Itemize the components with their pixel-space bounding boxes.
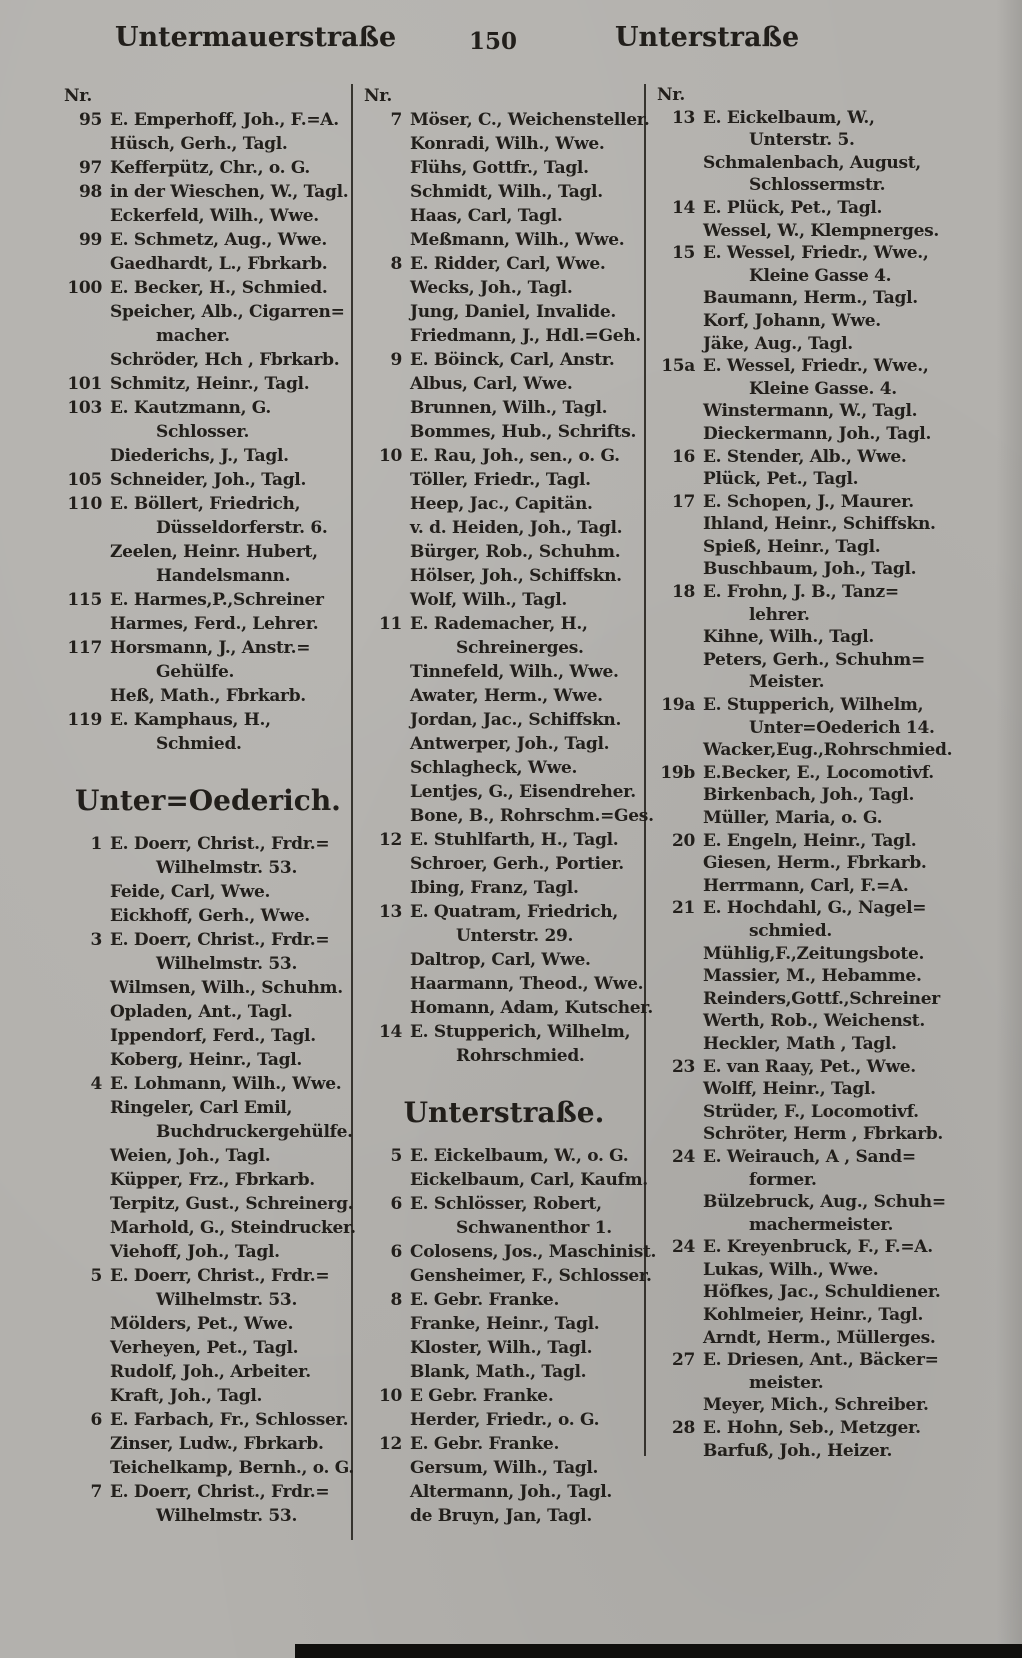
- house-number: 99: [78, 230, 102, 250]
- directory-resident-line: Kohlmeier, Heinr., Tagl.: [703, 1305, 924, 1326]
- directory-resident-line: Mühlig,F.,Zeitungsbote.: [703, 943, 925, 964]
- directory-entry: [62, 708, 354, 732]
- directory-entry: [62, 1480, 354, 1504]
- entry-text: E. Becker, H., Schmied.: [110, 278, 328, 298]
- entry-text: E. Ridder, Carl, Wwe.: [410, 254, 606, 274]
- directory-entry: [62, 492, 354, 516]
- entry-wrapped-line: Düsseldorferstr. 6.: [156, 518, 328, 538]
- directory-resident-line: Lentjes, G., Eisendreher.: [410, 782, 636, 802]
- directory-entry: [655, 897, 967, 920]
- entry-wrapped-line: Schwanenthor 1.: [456, 1218, 612, 1238]
- entry-text: in der Wieschen, W., Tagl.: [110, 182, 349, 202]
- house-number: 14: [671, 197, 695, 218]
- directory-entry: [62, 832, 354, 856]
- entry-text: Colosens, Jos., Maschinist.: [410, 1242, 657, 1262]
- entry-text: E. Stender, Alb., Wwe.: [703, 446, 907, 467]
- entry-text: E. Eickelbaum, W.,: [703, 107, 875, 128]
- house-number: 110: [67, 494, 102, 514]
- column-number-label: Nr.: [657, 85, 685, 105]
- entry-wrapped-line: former.: [749, 1169, 817, 1190]
- directory-entry: [655, 830, 967, 853]
- scan-edge-shadow: [996, 0, 1022, 1658]
- directory-resident-line: Blank, Math., Tagl.: [410, 1362, 587, 1382]
- directory-entry: [362, 612, 646, 636]
- house-number: 97: [78, 158, 102, 178]
- entry-text: E Gebr. Franke.: [410, 1386, 554, 1406]
- entry-text: E. Stupperich, Wilhelm,: [703, 695, 924, 716]
- entry-wrapped-line: machermeister.: [749, 1214, 894, 1235]
- house-number: 98: [78, 182, 102, 202]
- entry-text: E. Lohmann, Wilh., Wwe.: [110, 1074, 342, 1094]
- directory-entry: [62, 108, 354, 132]
- house-number: 28: [671, 1418, 695, 1439]
- entry-text: E. Doerr, Christ., Frdr.=: [110, 1482, 330, 1502]
- entry-wrapped-line: Wilhelmstr. 53.: [156, 1290, 298, 1310]
- entry-wrapped-line: Meister.: [749, 672, 825, 693]
- entry-wrapped-line: Unter=Oederich 14.: [749, 717, 935, 738]
- house-number: 105: [67, 470, 102, 490]
- directory-entry: [655, 1236, 967, 1259]
- directory-resident-line: Schröder, Hch , Fbrkarb.: [110, 350, 340, 370]
- entry-text: E. Schopen, J., Maurer.: [703, 491, 914, 512]
- directory-entry: [655, 197, 967, 220]
- house-number: 24: [671, 1146, 695, 1167]
- house-number: 15: [671, 243, 695, 264]
- entry-text: E. Driesen, Ant., Bäcker=: [703, 1350, 939, 1371]
- entry-wrapped-line: macher.: [156, 326, 230, 346]
- house-number: 8: [390, 1290, 402, 1310]
- directory-resident-line: Dieckermann, Joh., Tagl.: [703, 423, 932, 444]
- directory-resident-line: Terpitz, Gust., Schreinerg.: [110, 1194, 354, 1214]
- directory-resident-line: Weien, Joh., Tagl.: [110, 1146, 271, 1166]
- directory-resident-line: Gensheimer, F., Schlosser.: [410, 1266, 652, 1286]
- house-number: 13: [671, 107, 695, 128]
- house-number: 117: [67, 638, 102, 658]
- directory-entry: [362, 1144, 646, 1168]
- entry-text: E. Doerr, Christ., Frdr.=: [110, 834, 330, 854]
- directory-entry: [62, 396, 354, 420]
- directory-entry: [62, 588, 354, 612]
- directory-resident-line: Altermann, Joh., Tagl.: [410, 1482, 613, 1502]
- directory-entry: [62, 928, 354, 952]
- house-number: 13: [378, 902, 402, 922]
- entry-text: E. Weirauch, A , Sand=: [703, 1146, 916, 1167]
- directory-resident-line: Konradi, Wilh., Wwe.: [410, 134, 605, 154]
- directory-resident-line: Koberg, Heinr., Tagl.: [110, 1050, 302, 1070]
- house-number: 100: [67, 278, 102, 298]
- column-number-label: Nr.: [364, 86, 392, 106]
- directory-resident-line: Marhold, G., Steindrucker.: [110, 1218, 356, 1238]
- entry-wrapped-line: Kleine Gasse 4.: [749, 265, 892, 286]
- entry-text: E. Frohn, J. B., Tanz=: [703, 582, 899, 603]
- entry-text: E. Kamphaus, H.,: [110, 710, 271, 730]
- entry-text: E. Schlösser, Robert,: [410, 1194, 602, 1214]
- house-number: 103: [67, 398, 102, 418]
- column-number-label: Nr.: [64, 86, 92, 106]
- entry-text: E. Hohn, Seb., Metzger.: [703, 1418, 921, 1439]
- directory-resident-line: Awater, Herm., Wwe.: [410, 686, 603, 706]
- directory-resident-line: Spieß, Heinr., Tagl.: [703, 536, 881, 557]
- entry-text: E. Gebr. Franke.: [410, 1290, 560, 1310]
- directory-entry: [362, 828, 646, 852]
- directory-resident-line: Heep, Jac., Capitän.: [410, 494, 593, 514]
- directory-resident-line: Diederichs, J., Tagl.: [110, 446, 289, 466]
- directory-resident-line: Schmidt, Wilh., Tagl.: [410, 182, 603, 202]
- house-number: 7: [90, 1482, 102, 1502]
- directory-resident-line: Schroer, Gerh., Portier.: [410, 854, 624, 874]
- entry-text: Horsmann, J., Anstr.=: [110, 638, 311, 658]
- house-number: 9: [390, 350, 402, 370]
- directory-resident-line: Teichelkamp, Bernh., o. G.: [110, 1458, 354, 1478]
- entry-text: E. Wessel, Friedr., Wwe.,: [703, 356, 929, 377]
- entry-text: Schneider, Joh., Tagl.: [110, 470, 307, 490]
- entry-wrapped-line: Unterstr. 29.: [456, 926, 574, 946]
- directory-entry: [362, 348, 646, 372]
- house-number: 27: [671, 1350, 695, 1371]
- house-number: 12: [378, 830, 402, 850]
- directory-resident-line: Rudolf, Joh., Arbeiter.: [110, 1362, 311, 1382]
- entry-wrapped-line: Kleine Gasse. 4.: [749, 378, 897, 399]
- directory-resident-line: Giesen, Herm., Fbrkarb.: [703, 853, 927, 874]
- directory-entry: [655, 1146, 967, 1169]
- directory-resident-line: Jäke, Aug., Tagl.: [703, 333, 853, 354]
- directory-resident-line: Bürger, Rob., Schuhm.: [410, 542, 621, 562]
- directory-resident-line: Friedmann, J., Hdl.=Geh.: [410, 326, 641, 346]
- directory-resident-line: Meyer, Mich., Schreiber.: [703, 1395, 929, 1416]
- directory-resident-line: Bommes, Hub., Schrifts.: [410, 422, 637, 442]
- directory-resident-line: Schmalenbach, August,: [703, 152, 921, 173]
- directory-resident-line: Schröter, Herm , Fbrkarb.: [703, 1124, 944, 1145]
- house-number: 24: [671, 1237, 695, 1258]
- house-number: 19a: [661, 695, 695, 716]
- directory-entry: [655, 107, 967, 130]
- house-number: 10: [378, 446, 402, 466]
- entry-text: Schmitz, Heinr., Tagl.: [110, 374, 310, 394]
- directory-resident-line: Ringeler, Carl Emil,: [110, 1098, 293, 1118]
- directory-entry: [655, 1056, 967, 1079]
- section-heading: Unterstraße.: [403, 1096, 605, 1129]
- entry-wrapped-line: lehrer.: [749, 604, 810, 625]
- entry-text: E. Böllert, Friedrich,: [110, 494, 301, 514]
- directory-column-1: [62, 84, 354, 1528]
- directory-resident-line: Töller, Friedr., Tagl.: [410, 470, 591, 490]
- directory-resident-line: Eickhoff, Gerh., Wwe.: [110, 906, 310, 926]
- entry-text: E. Böinck, Carl, Anstr.: [410, 350, 615, 370]
- directory-resident-line: Lukas, Wilh., Wwe.: [703, 1259, 879, 1280]
- directory-resident-line: Albus, Carl, Wwe.: [410, 374, 573, 394]
- entry-text: E. Kreyenbruck, F., F.=A.: [703, 1237, 933, 1258]
- house-number: 17: [671, 491, 695, 512]
- directory-resident-line: Kihne, Wilh., Tagl.: [703, 627, 875, 648]
- entry-text: E. Emperhoff, Joh., F.=A.: [110, 110, 339, 130]
- directory-entry: [655, 581, 967, 604]
- house-number: 5: [390, 1146, 402, 1166]
- directory-resident-line: Verheyen, Pet., Tagl.: [110, 1338, 299, 1358]
- directory-entry: [655, 762, 967, 785]
- entry-wrapped-line: Wilhelmstr. 53.: [156, 1506, 298, 1526]
- directory-resident-line: Peters, Gerh., Schuhm=: [703, 649, 925, 670]
- directory-entry: [655, 355, 967, 378]
- entry-text: E. Kautzmann, G.: [110, 398, 272, 418]
- directory-resident-line: de Bruyn, Jan, Tagl.: [410, 1506, 592, 1526]
- house-number: 18: [671, 582, 695, 603]
- directory-resident-line: Kraft, Joh., Tagl.: [110, 1386, 263, 1406]
- directory-resident-line: Flühs, Gottfr., Tagl.: [410, 158, 589, 178]
- directory-resident-line: Werth, Rob., Weichenst.: [703, 1011, 925, 1032]
- directory-resident-line: Wolf, Wilh., Tagl.: [410, 590, 568, 610]
- directory-entry: [62, 180, 354, 204]
- directory-resident-line: Buschbaum, Joh., Tagl.: [703, 559, 917, 580]
- house-number: 23: [671, 1056, 695, 1077]
- directory-resident-line: Viehoff, Joh., Tagl.: [110, 1242, 280, 1262]
- directory-resident-line: Müller, Maria, o. G.: [703, 808, 883, 828]
- directory-entry: [362, 900, 646, 924]
- entry-text: Möser, C., Weichensteller.: [410, 110, 650, 130]
- directory-resident-line: Eickelbaum, Carl, Kaufm.: [410, 1170, 648, 1190]
- house-number: 19b: [660, 762, 695, 783]
- directory-resident-line: Heß, Math., Fbrkarb.: [110, 686, 306, 706]
- directory-resident-line: Hüsch, Gerh., Tagl.: [110, 134, 288, 154]
- directory-resident-line: Heckler, Math , Tagl.: [703, 1033, 897, 1054]
- house-number: 5: [90, 1266, 102, 1286]
- directory-resident-line: Korf, Johann, Wwe.: [703, 310, 881, 331]
- house-number: 15a: [661, 356, 695, 377]
- house-number: 101: [67, 374, 102, 394]
- entry-text: E. Eickelbaum, W., o. G.: [410, 1146, 629, 1166]
- entry-wrapped-line: Rohrschmied.: [456, 1046, 585, 1066]
- directory-resident-line: Bone, B., Rohrschm.=Ges.: [410, 806, 654, 826]
- directory-resident-line: Ibing, Franz, Tagl.: [410, 878, 579, 898]
- directory-resident-line: Strüder, F., Locomotivf.: [703, 1101, 919, 1122]
- directory-resident-line: Ippendorf, Ferd., Tagl.: [110, 1026, 316, 1046]
- directory-column-3: [655, 84, 967, 1462]
- directory-entry: [62, 1264, 354, 1288]
- directory-resident-line: Meßmann, Wilh., Wwe.: [410, 230, 625, 250]
- running-head-left-street: Untermauerstraße: [115, 22, 397, 53]
- house-number: 4: [90, 1074, 102, 1094]
- house-number: 1: [90, 834, 102, 854]
- directory-entry: [62, 1408, 354, 1432]
- directory-resident-line: Massier, M., Hebamme.: [703, 966, 922, 987]
- house-number: 3: [90, 930, 102, 950]
- directory-resident-line: Feide, Carl, Wwe.: [110, 882, 271, 902]
- directory-resident-line: Hölser, Joh., Schiffskn.: [410, 566, 622, 586]
- section-heading: Unter=Oederich.: [75, 784, 341, 817]
- directory-resident-line: Haarmann, Theod., Wwe.: [410, 974, 644, 994]
- entry-wrapped-line: schmied.: [749, 920, 832, 941]
- directory-resident-line: Baumann, Herm., Tagl.: [703, 288, 918, 309]
- directory-entry: [362, 1288, 646, 1312]
- entry-text: E. Wessel, Friedr., Wwe.,: [703, 243, 929, 264]
- directory-resident-line: Herder, Friedr., o. G.: [410, 1410, 600, 1430]
- entry-text: E. Doerr, Christ., Frdr.=: [110, 930, 330, 950]
- directory-resident-line: Barfuß, Joh., Heizer.: [703, 1440, 893, 1461]
- directory-entry: [62, 228, 354, 252]
- entry-text: E. Rademacher, H.,: [410, 614, 588, 634]
- directory-entry: [62, 636, 354, 660]
- directory-resident-line: Plück, Pet., Tagl.: [703, 469, 859, 490]
- directory-entry: [362, 1384, 646, 1408]
- directory-resident-line: Speicher, Alb., Cigarren=: [110, 302, 345, 322]
- directory-entry: [362, 252, 646, 276]
- directory-resident-line: Ihland, Heinr., Schiffskn.: [703, 514, 936, 535]
- directory-resident-line: Kloster, Wilh., Tagl.: [410, 1338, 593, 1358]
- directory-entry: [62, 1072, 354, 1096]
- house-number: 11: [378, 614, 402, 634]
- entry-text: E. Plück, Pet., Tagl.: [703, 197, 883, 218]
- directory-resident-line: Herrmann, Carl, F.=A.: [703, 875, 909, 896]
- entry-text: E. Doerr, Christ., Frdr.=: [110, 1266, 330, 1286]
- directory-resident-line: Wacker,Eug.,Rohrschmied.: [703, 740, 953, 761]
- directory-entry: [362, 1020, 646, 1044]
- house-number: 7: [390, 110, 402, 130]
- directory-resident-line: Winstermann, W., Tagl.: [703, 401, 918, 422]
- entry-wrapped-line: Gehülfe.: [156, 662, 235, 682]
- directory-resident-line: Tinnefeld, Wilh., Wwe.: [410, 662, 619, 682]
- directory-entry: [362, 1192, 646, 1216]
- directory-entry: [362, 1240, 657, 1264]
- house-number: 14: [378, 1022, 402, 1042]
- directory-resident-line: Höfkes, Jac., Schuldiener.: [703, 1282, 941, 1303]
- directory-column-2: [362, 84, 657, 1528]
- directory-resident-line: Gaedhardt, L., Fbrkarb.: [110, 254, 328, 274]
- directory-entry: [362, 1432, 646, 1456]
- directory-resident-line: Mölders, Pet., Wwe.: [110, 1314, 294, 1334]
- directory-resident-line: Harmes, Ferd., Lehrer.: [110, 614, 319, 634]
- house-number: 95: [78, 110, 102, 130]
- entry-wrapped-line: Buchdruckergehülfe.: [156, 1122, 353, 1142]
- entry-text: E. Engeln, Heinr., Tagl.: [703, 830, 917, 851]
- entry-text: E. Gebr. Franke.: [410, 1434, 560, 1454]
- directory-entry: [655, 242, 967, 265]
- house-number: 20: [671, 830, 695, 851]
- house-number: 10: [378, 1386, 402, 1406]
- directory-entry: [655, 1417, 967, 1440]
- house-number: 6: [90, 1410, 102, 1430]
- directory-resident-line: Gersum, Wilh., Tagl.: [410, 1458, 599, 1478]
- house-number: 115: [67, 590, 102, 610]
- entry-wrapped-line: Handelsmann.: [156, 566, 291, 586]
- page-number: 150: [468, 28, 517, 55]
- directory-entry: [655, 1349, 967, 1372]
- directory-entry: [62, 468, 354, 492]
- directory-entry: [362, 108, 650, 132]
- directory-resident-line: Zinser, Ludw., Fbrkarb.: [110, 1434, 324, 1454]
- directory-resident-line: Arndt, Herm., Müllerges.: [703, 1327, 936, 1348]
- directory-entry: [62, 276, 354, 300]
- entry-text: E.Becker, E., Locomotivf.: [703, 762, 934, 783]
- directory-entry: [655, 446, 967, 469]
- directory-resident-line: Wolff, Heinr., Tagl.: [703, 1079, 876, 1100]
- entry-text: Kefferpütz, Chr., o. G.: [110, 158, 311, 178]
- directory-resident-line: Schlagheck, Wwe.: [410, 758, 578, 778]
- entry-text: E. Quatram, Friedrich,: [410, 902, 618, 922]
- directory-resident-line: Jordan, Jac., Schiffskn.: [410, 710, 622, 730]
- scan-artifact-bar: [295, 1644, 1022, 1658]
- entry-text: E. Harmes,P.,Schreiner: [110, 590, 324, 610]
- directory-resident-line: Bülzebruck, Aug., Schuh=: [703, 1192, 946, 1213]
- running-head-right-street: Unterstraße: [615, 22, 800, 53]
- directory-resident-line: Reinders,Gottf.,Schreiner: [703, 988, 940, 1009]
- house-number: 21: [671, 898, 695, 919]
- house-number: 12: [378, 1434, 402, 1454]
- directory-resident-line: Wilmsen, Wilh., Schuhm.: [110, 978, 343, 998]
- directory-entry: [362, 444, 646, 468]
- directory-entry: [655, 694, 967, 717]
- entry-text: E. Stuhlfarth, H., Tagl.: [410, 830, 619, 850]
- directory-resident-line: v. d. Heiden, Joh., Tagl.: [410, 518, 623, 538]
- entry-wrapped-line: Unterstr. 5.: [749, 130, 855, 151]
- directory-resident-line: Haas, Carl, Tagl.: [410, 206, 563, 226]
- directory-resident-line: Wessel, W., Klempnerges.: [703, 220, 940, 241]
- directory-resident-line: Jung, Daniel, Invalide.: [410, 302, 617, 322]
- entry-wrapped-line: meister.: [749, 1372, 824, 1393]
- directory-resident-line: Daltrop, Carl, Wwe.: [410, 950, 591, 970]
- directory-resident-line: Antwerper, Joh., Tagl.: [410, 734, 610, 754]
- entry-wrapped-line: Wilhelmstr. 53.: [156, 954, 298, 974]
- entry-text: E. van Raay, Pet., Wwe.: [703, 1056, 916, 1077]
- entry-wrapped-line: Schmied.: [156, 734, 242, 754]
- entry-text: E. Stupperich, Wilhelm,: [410, 1022, 631, 1042]
- directory-resident-line: Brunnen, Wilh., Tagl.: [410, 398, 608, 418]
- directory-resident-line: Franke, Heinr., Tagl.: [410, 1314, 600, 1334]
- entry-wrapped-line: Schlossermstr.: [749, 175, 886, 196]
- entry-text: E. Rau, Joh., sen., o. G.: [410, 446, 620, 466]
- directory-resident-line: Eckerfeld, Wilh., Wwe.: [110, 206, 319, 226]
- entry-text: E. Farbach, Fr., Schlosser.: [110, 1410, 349, 1430]
- directory-resident-line: Wecks, Joh., Tagl.: [410, 278, 573, 298]
- directory-entry: [655, 491, 967, 514]
- house-number: 8: [390, 254, 402, 274]
- house-number: 6: [390, 1242, 402, 1262]
- directory-resident-line: Homann, Adam, Kutscher.: [410, 998, 654, 1018]
- directory-resident-line: Zeelen, Heinr. Hubert,: [110, 542, 318, 562]
- house-number: 6: [390, 1194, 402, 1214]
- entry-text: E. Hochdahl, G., Nagel=: [703, 898, 927, 919]
- directory-resident-line: Birkenbach, Joh., Tagl.: [703, 785, 915, 806]
- house-number: 16: [671, 446, 695, 467]
- directory-resident-line: Opladen, Ant., Tagl.: [110, 1002, 293, 1022]
- directory-entry: [62, 156, 354, 180]
- entry-wrapped-line: Wilhelmstr. 53.: [156, 858, 298, 878]
- house-number: 119: [67, 710, 102, 730]
- directory-entry: [62, 372, 354, 396]
- entry-text: E. Schmetz, Aug., Wwe.: [110, 230, 327, 250]
- directory-resident-line: Küpper, Frz., Fbrkarb.: [110, 1170, 315, 1190]
- entry-wrapped-line: Schlosser.: [156, 422, 250, 442]
- entry-wrapped-line: Schreinerges.: [456, 638, 584, 658]
